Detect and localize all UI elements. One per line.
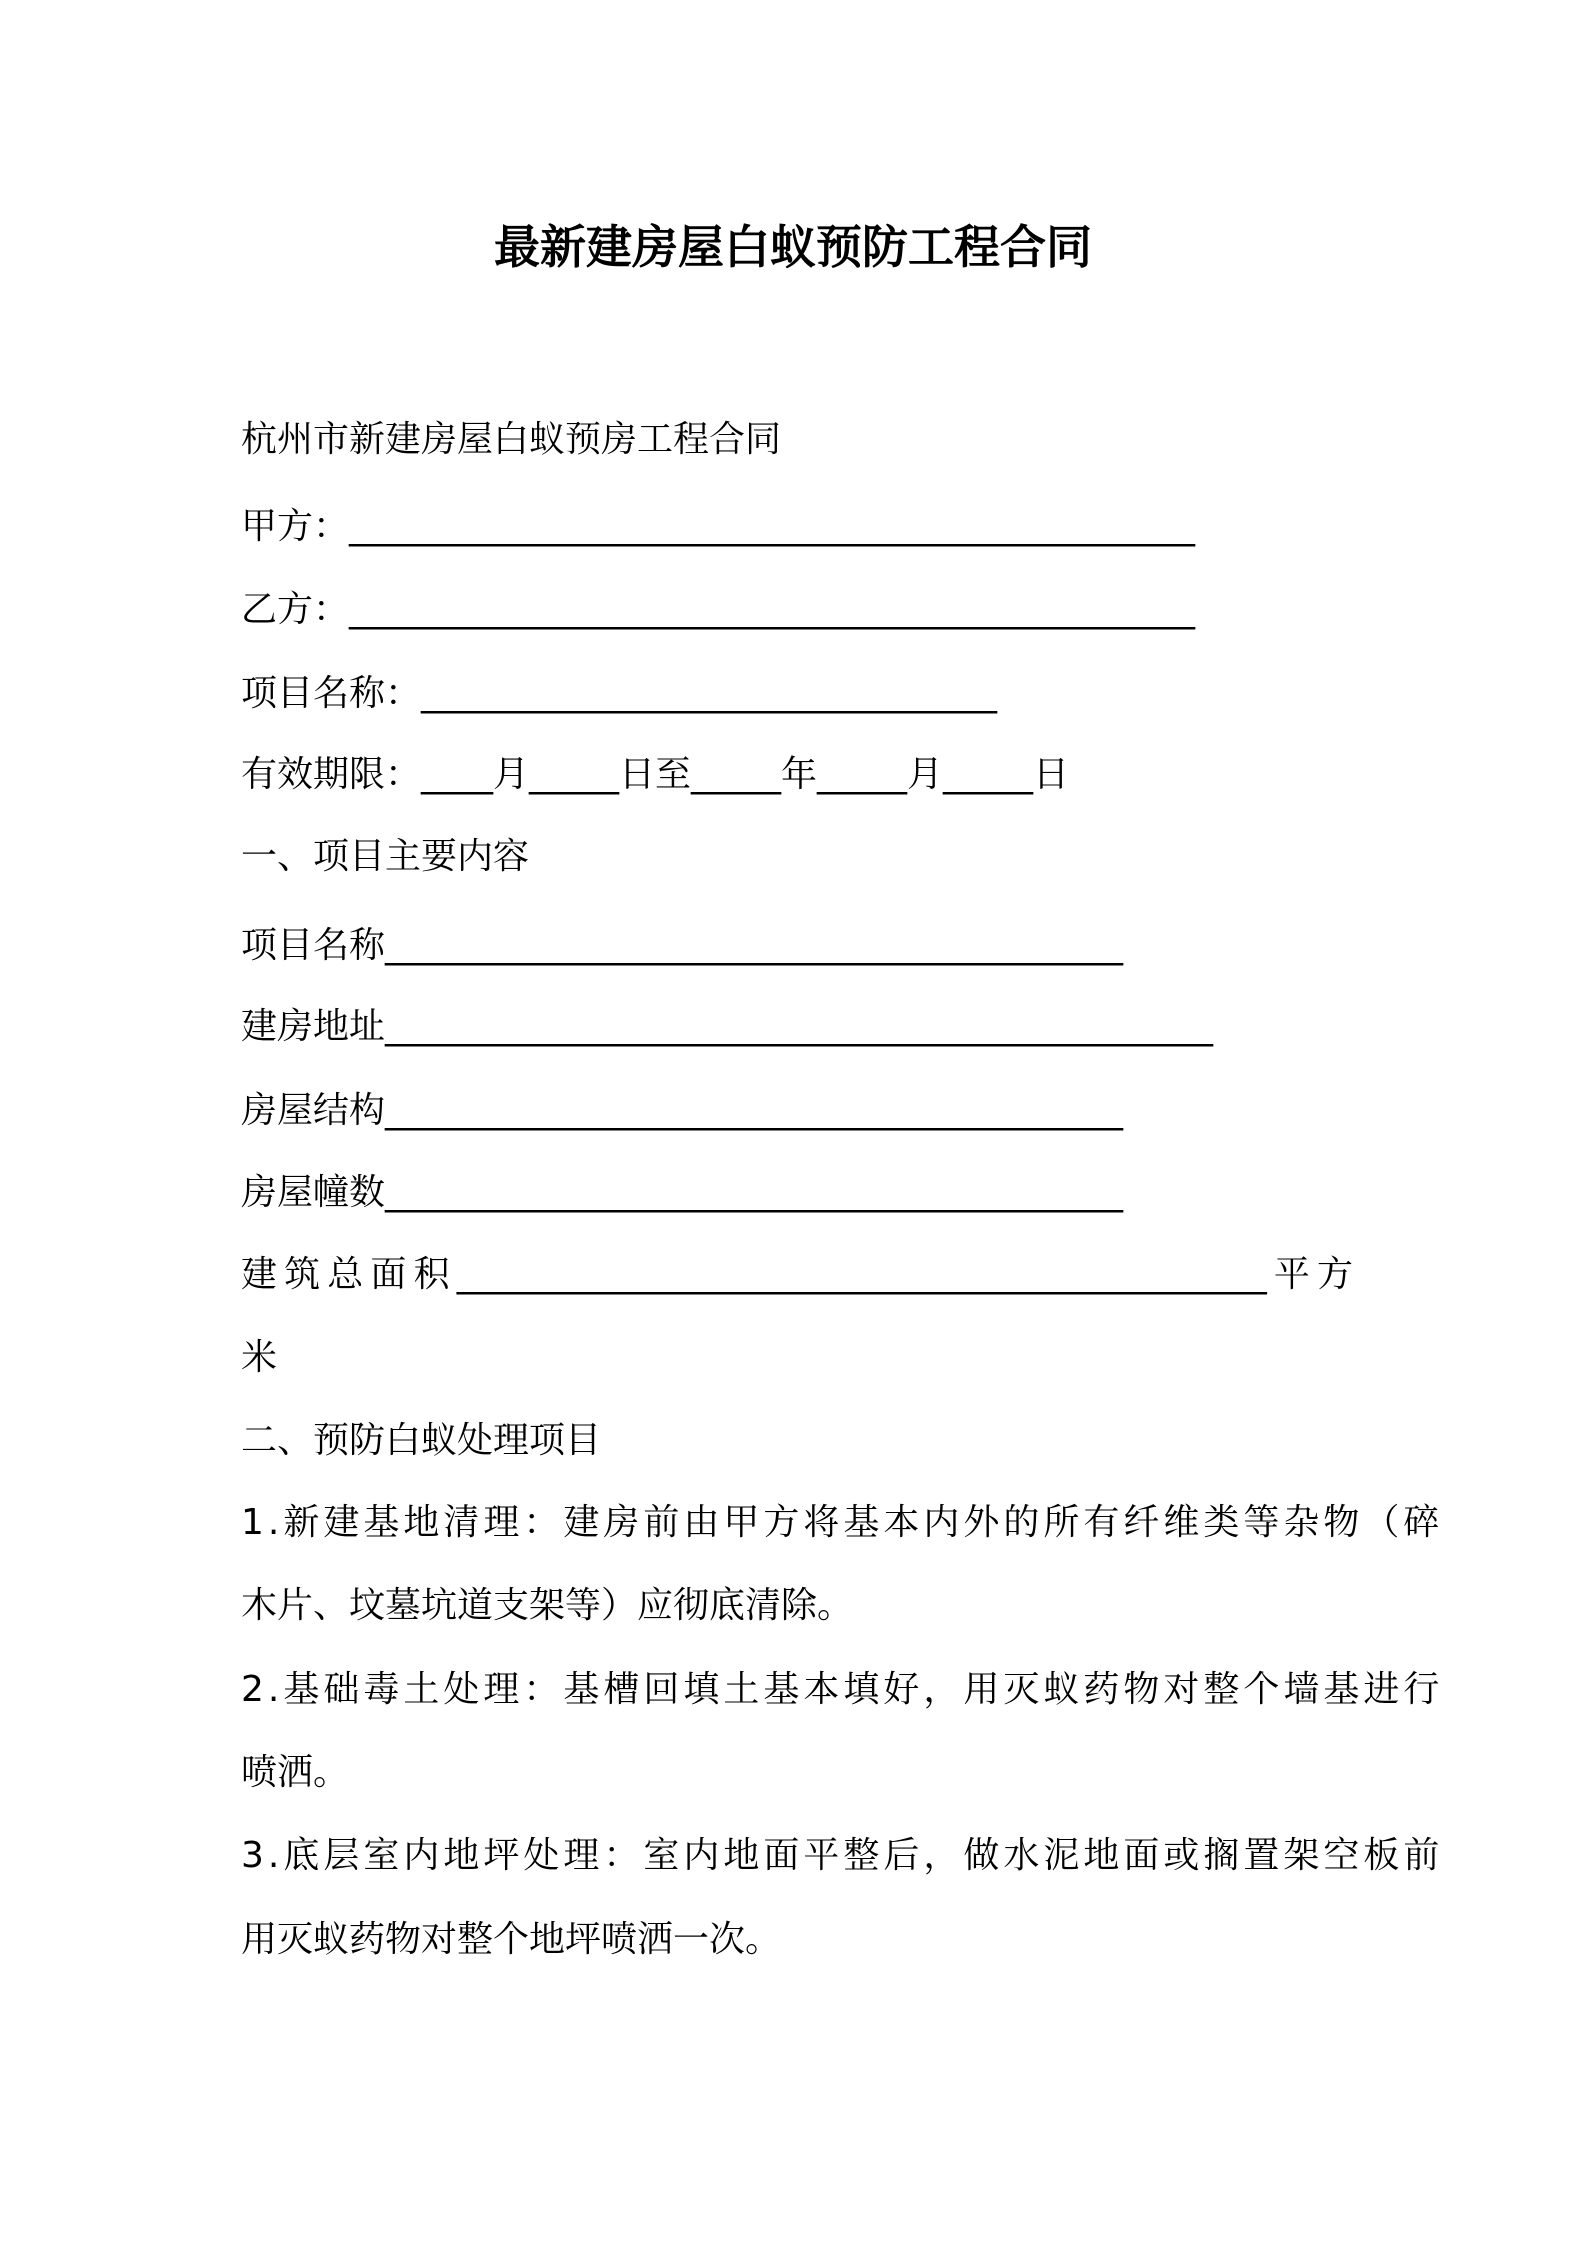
item-3-line-1: 3.底层室内地坪处理：室内地面平整后，做水泥地面或搁置架空板前 bbox=[241, 1835, 1444, 1876]
item-3-line-2: 用灭蚁药物对整个地坪喷洒一次。 bbox=[241, 1919, 782, 1960]
validity-field: 有效期限：____月_____日至_____年_____月_____日 bbox=[241, 754, 1070, 795]
total-area-char: 面 bbox=[370, 1254, 407, 1295]
total-area-char: 总 bbox=[327, 1254, 364, 1295]
item-2-line-1: 2.基础毒土处理：基槽回填土基本填好，用灭蚁药物对整个墙基进行 bbox=[241, 1669, 1444, 1710]
section-2-heading: 二、预防白蚁处理项目 bbox=[241, 1420, 602, 1461]
total-area-unit-char: 平 bbox=[1273, 1254, 1310, 1295]
party-a-field: 甲方：_______________________________________________ bbox=[241, 506, 1196, 547]
total-area-char: 建 bbox=[241, 1254, 278, 1295]
total-area-unit-cont: 米 bbox=[241, 1337, 278, 1378]
document-title: 最新建房屋白蚁预防工程合同 bbox=[494, 220, 1092, 274]
total-area-line bbox=[241, 1245, 1353, 1305]
item-1-line-1: 1.新建基地清理：建房前由甲方将基本内外的所有纤维类等杂物（碎 bbox=[241, 1502, 1444, 1543]
total-area-blank: _____________________________________________ bbox=[456, 1254, 1267, 1295]
section-1-heading: 一、项目主要内容 bbox=[241, 836, 530, 877]
building-count-line: 房屋幢数_________________________________________ bbox=[241, 1172, 1124, 1213]
structure-line: 房屋结构_________________________________________ bbox=[241, 1090, 1124, 1131]
item-1-line-2: 木片、坟墓坑道支架等）应彻底清除。 bbox=[241, 1585, 854, 1626]
address-line: 建房地址______________________________________________ bbox=[241, 1006, 1214, 1047]
total-area-char: 筑 bbox=[284, 1254, 321, 1295]
party-b-field: 乙方：_______________________________________________ bbox=[241, 589, 1196, 630]
total-area-unit-char: 方 bbox=[1316, 1254, 1353, 1295]
total-area-char: 积 bbox=[413, 1254, 450, 1295]
contract-subtitle: 杭州市新建房屋白蚁预房工程合同 bbox=[241, 419, 782, 460]
project-name-field: 项目名称：________________________________ bbox=[241, 673, 998, 714]
item-2-line-2: 喷洒。 bbox=[241, 1752, 350, 1793]
project-name-line: 项目名称_________________________________________ bbox=[241, 925, 1124, 966]
